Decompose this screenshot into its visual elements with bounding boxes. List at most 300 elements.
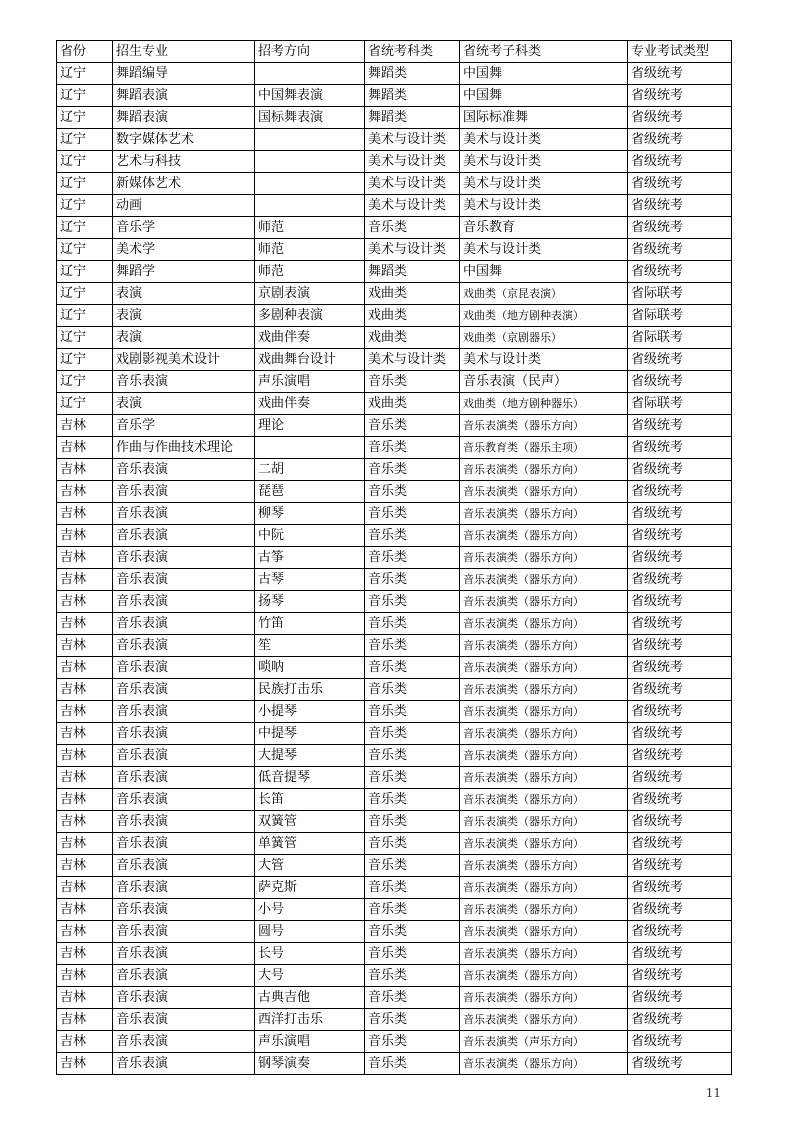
- cell-province: 辽宁: [57, 393, 113, 415]
- cell-major: 音乐表演: [113, 921, 255, 943]
- cell-exam-type: 省级统考: [628, 789, 732, 811]
- cell-exam-type: 省级统考: [628, 811, 732, 833]
- cell-direction: 小号: [255, 899, 365, 921]
- cell-exam-subcategory: 音乐表演类（器乐方向）: [460, 1009, 628, 1031]
- cell-exam-category: 音乐类: [365, 855, 460, 877]
- table-row: [57, 811, 732, 833]
- cell-province: 辽宁: [57, 261, 113, 283]
- cell-province: 吉林: [57, 811, 113, 833]
- table-row: [57, 63, 732, 85]
- cell-major: 音乐表演: [113, 547, 255, 569]
- cell-major: 音乐表演: [113, 855, 255, 877]
- cell-province: 吉林: [57, 1009, 113, 1031]
- cell-province: 吉林: [57, 503, 113, 525]
- cell-major: 音乐表演: [113, 1009, 255, 1031]
- table-row: [57, 679, 732, 701]
- cell-direction: [255, 437, 365, 459]
- cell-major: 音乐表演: [113, 965, 255, 987]
- table-row: [57, 613, 732, 635]
- cell-exam-subcategory: 音乐表演类（器乐方向）: [460, 855, 628, 877]
- cell-exam-category: 音乐类: [365, 701, 460, 723]
- cell-major: 音乐表演: [113, 811, 255, 833]
- table-row: [57, 393, 732, 415]
- cell-exam-subcategory: 美术与设计类: [460, 239, 628, 261]
- cell-exam-category: 戏曲类: [365, 393, 460, 415]
- cell-province: 辽宁: [57, 349, 113, 371]
- cell-exam-subcategory: 音乐表演类（器乐方向）: [460, 811, 628, 833]
- cell-direction: [255, 173, 365, 195]
- table-row: [57, 987, 732, 1009]
- cell-direction: 理论: [255, 415, 365, 437]
- cell-major: 音乐表演: [113, 1053, 255, 1075]
- cell-direction: 声乐演唱: [255, 371, 365, 393]
- cell-major: 动画: [113, 195, 255, 217]
- cell-exam-subcategory: 音乐表演类（器乐方向）: [460, 877, 628, 899]
- cell-exam-category: 美术与设计类: [365, 195, 460, 217]
- cell-province: 吉林: [57, 569, 113, 591]
- cell-exam-category: 音乐类: [365, 1053, 460, 1075]
- cell-major: 音乐表演: [113, 789, 255, 811]
- cell-exam-category: 音乐类: [365, 437, 460, 459]
- cell-exam-subcategory: 音乐表演类（声乐方向）: [460, 1031, 628, 1053]
- cell-province: 吉林: [57, 591, 113, 613]
- cell-major: 表演: [113, 305, 255, 327]
- cell-exam-type: 省级统考: [628, 85, 732, 107]
- cell-exam-subcategory: 音乐教育: [460, 217, 628, 239]
- cell-exam-subcategory: 音乐表演类（器乐方向）: [460, 503, 628, 525]
- table-row: [57, 371, 732, 393]
- cell-exam-type: 省级统考: [628, 899, 732, 921]
- cell-province: 辽宁: [57, 107, 113, 129]
- cell-major: 音乐表演: [113, 635, 255, 657]
- cell-major: 音乐学: [113, 415, 255, 437]
- cell-exam-type: 省级统考: [628, 415, 732, 437]
- cell-exam-type: 省级统考: [628, 987, 732, 1009]
- cell-exam-type: 省级统考: [628, 63, 732, 85]
- cell-province: 吉林: [57, 855, 113, 877]
- cell-major: 戏剧影视美术设计: [113, 349, 255, 371]
- table-row: [57, 723, 732, 745]
- cell-exam-type: 省级统考: [628, 635, 732, 657]
- cell-major: 音乐表演: [113, 701, 255, 723]
- cell-exam-type: 省级统考: [628, 481, 732, 503]
- cell-major: 音乐表演: [113, 371, 255, 393]
- cell-province: 吉林: [57, 921, 113, 943]
- table-row: [57, 701, 732, 723]
- cell-exam-category: 音乐类: [365, 635, 460, 657]
- cell-exam-category: 音乐类: [365, 745, 460, 767]
- cell-direction: 圆号: [255, 921, 365, 943]
- table-row: [57, 943, 732, 965]
- cell-direction: 单簧管: [255, 833, 365, 855]
- cell-exam-category: 音乐类: [365, 415, 460, 437]
- table-row: [57, 591, 732, 613]
- cell-direction: 扬琴: [255, 591, 365, 613]
- cell-direction: 琵琶: [255, 481, 365, 503]
- cell-exam-type: 省级统考: [628, 877, 732, 899]
- cell-exam-category: 音乐类: [365, 921, 460, 943]
- cell-exam-category: 戏曲类: [365, 327, 460, 349]
- cell-exam-type: 省级统考: [628, 1053, 732, 1075]
- cell-province: 辽宁: [57, 217, 113, 239]
- cell-exam-type: 省级统考: [628, 1031, 732, 1053]
- cell-province: 辽宁: [57, 151, 113, 173]
- table-row: [57, 107, 732, 129]
- cell-direction: 古琴: [255, 569, 365, 591]
- table-row: [57, 1031, 732, 1053]
- cell-direction: 笙: [255, 635, 365, 657]
- cell-exam-subcategory: 音乐教育类（器乐主项）: [460, 437, 628, 459]
- cell-exam-type: 省级统考: [628, 107, 732, 129]
- cell-exam-subcategory: 音乐表演类（器乐方向）: [460, 701, 628, 723]
- cell-province: 辽宁: [57, 283, 113, 305]
- cell-direction: 多剧种表演: [255, 305, 365, 327]
- cell-exam-category: 音乐类: [365, 1009, 460, 1031]
- cell-exam-category: 音乐类: [365, 591, 460, 613]
- cell-province: 吉林: [57, 723, 113, 745]
- table-row: [57, 855, 732, 877]
- cell-province: 吉林: [57, 1031, 113, 1053]
- cell-direction: 京剧表演: [255, 283, 365, 305]
- cell-exam-category: 音乐类: [365, 723, 460, 745]
- cell-exam-category: 音乐类: [365, 965, 460, 987]
- table-row: [57, 503, 732, 525]
- cell-exam-subcategory: 音乐表演类（器乐方向）: [460, 943, 628, 965]
- cell-major: 舞蹈学: [113, 261, 255, 283]
- cell-exam-type: 省级统考: [628, 679, 732, 701]
- cell-major: 音乐表演: [113, 723, 255, 745]
- header-major: 招生专业: [113, 41, 255, 63]
- table-row: [57, 217, 732, 239]
- cell-exam-subcategory: 音乐表演类（器乐方向）: [460, 965, 628, 987]
- table-row: [57, 305, 732, 327]
- cell-exam-subcategory: 国际标准舞: [460, 107, 628, 129]
- cell-exam-category: 戏曲类: [365, 283, 460, 305]
- cell-exam-type: 省级统考: [628, 503, 732, 525]
- cell-exam-subcategory: 音乐表演类（器乐方向）: [460, 591, 628, 613]
- cell-major: 作曲与作曲技术理论: [113, 437, 255, 459]
- cell-exam-subcategory: 中国舞: [460, 63, 628, 85]
- cell-exam-subcategory: 音乐表演类（器乐方向）: [460, 789, 628, 811]
- cell-exam-category: 音乐类: [365, 613, 460, 635]
- cell-exam-type: 省际联考: [628, 393, 732, 415]
- cell-major: 美术学: [113, 239, 255, 261]
- cell-exam-subcategory: 音乐表演类（器乐方向）: [460, 613, 628, 635]
- table-row: [57, 129, 732, 151]
- cell-major: 数字媒体艺术: [113, 129, 255, 151]
- cell-exam-subcategory: 音乐表演类（器乐方向）: [460, 569, 628, 591]
- cell-exam-type: 省级统考: [628, 767, 732, 789]
- cell-exam-category: 音乐类: [365, 503, 460, 525]
- table-body: [57, 63, 732, 1075]
- cell-province: 辽宁: [57, 63, 113, 85]
- cell-major: 音乐表演: [113, 481, 255, 503]
- cell-major: 音乐表演: [113, 833, 255, 855]
- cell-province: 吉林: [57, 899, 113, 921]
- table-row: [57, 965, 732, 987]
- cell-direction: 师范: [255, 261, 365, 283]
- cell-exam-type: 省际联考: [628, 327, 732, 349]
- cell-exam-subcategory: 音乐表演类（器乐方向）: [460, 415, 628, 437]
- cell-direction: 戏曲伴奏: [255, 327, 365, 349]
- cell-exam-type: 省级统考: [628, 151, 732, 173]
- cell-province: 吉林: [57, 987, 113, 1009]
- cell-province: 吉林: [57, 657, 113, 679]
- cell-direction: 长号: [255, 943, 365, 965]
- cell-major: 舞蹈表演: [113, 107, 255, 129]
- cell-direction: 二胡: [255, 459, 365, 481]
- cell-exam-subcategory: 音乐表演类（器乐方向）: [460, 987, 628, 1009]
- cell-province: 辽宁: [57, 173, 113, 195]
- table-row: [57, 151, 732, 173]
- cell-province: 辽宁: [57, 85, 113, 107]
- cell-exam-category: 音乐类: [365, 789, 460, 811]
- cell-exam-subcategory: 音乐表演类（器乐方向）: [460, 547, 628, 569]
- cell-exam-type: 省级统考: [628, 965, 732, 987]
- cell-exam-type: 省级统考: [628, 239, 732, 261]
- cell-exam-category: 美术与设计类: [365, 239, 460, 261]
- cell-major: 音乐表演: [113, 899, 255, 921]
- table-row: [57, 437, 732, 459]
- cell-exam-type: 省级统考: [628, 591, 732, 613]
- cell-province: 吉林: [57, 701, 113, 723]
- header-province: 省份: [57, 41, 113, 63]
- table-row: [57, 789, 732, 811]
- cell-exam-category: 美术与设计类: [365, 151, 460, 173]
- cell-province: 辽宁: [57, 371, 113, 393]
- cell-exam-subcategory: 美术与设计类: [460, 195, 628, 217]
- table-row: [57, 261, 732, 283]
- cell-major: 音乐表演: [113, 987, 255, 1009]
- cell-major: 音乐表演: [113, 679, 255, 701]
- cell-exam-type: 省际联考: [628, 283, 732, 305]
- cell-major: 音乐表演: [113, 503, 255, 525]
- cell-province: 辽宁: [57, 239, 113, 261]
- cell-exam-type: 省级统考: [628, 371, 732, 393]
- cell-major: 音乐表演: [113, 767, 255, 789]
- table-row: [57, 547, 732, 569]
- cell-province: 吉林: [57, 415, 113, 437]
- cell-exam-subcategory: 戏曲类（京剧器乐）: [460, 327, 628, 349]
- cell-major: 舞蹈编导: [113, 63, 255, 85]
- cell-exam-category: 舞蹈类: [365, 85, 460, 107]
- cell-major: 音乐表演: [113, 459, 255, 481]
- cell-exam-type: 省级统考: [628, 701, 732, 723]
- cell-province: 吉林: [57, 745, 113, 767]
- cell-exam-category: 音乐类: [365, 569, 460, 591]
- cell-exam-subcategory: 音乐表演类（器乐方向）: [460, 525, 628, 547]
- table-row: [57, 745, 732, 767]
- cell-direction: 低音提琴: [255, 767, 365, 789]
- cell-exam-subcategory: 美术与设计类: [460, 349, 628, 371]
- cell-direction: 唢呐: [255, 657, 365, 679]
- cell-major: 表演: [113, 393, 255, 415]
- cell-direction: [255, 129, 365, 151]
- cell-province: 吉林: [57, 833, 113, 855]
- cell-exam-subcategory: 美术与设计类: [460, 129, 628, 151]
- cell-exam-subcategory: 音乐表演类（器乐方向）: [460, 921, 628, 943]
- cell-exam-type: 省级统考: [628, 261, 732, 283]
- cell-exam-category: 音乐类: [365, 459, 460, 481]
- cell-major: 音乐表演: [113, 613, 255, 635]
- table-row: [57, 1053, 732, 1075]
- cell-direction: 长笛: [255, 789, 365, 811]
- cell-exam-category: 戏曲类: [365, 305, 460, 327]
- table-row: [57, 327, 732, 349]
- cell-exam-type: 省级统考: [628, 459, 732, 481]
- cell-province: 吉林: [57, 635, 113, 657]
- table-row: [57, 899, 732, 921]
- cell-province: 辽宁: [57, 195, 113, 217]
- cell-exam-subcategory: 戏曲类（地方剧种器乐）: [460, 393, 628, 415]
- cell-major: 音乐表演: [113, 657, 255, 679]
- cell-direction: 戏曲舞台设计: [255, 349, 365, 371]
- cell-exam-category: 音乐类: [365, 833, 460, 855]
- cell-province: 吉林: [57, 789, 113, 811]
- cell-exam-category: 音乐类: [365, 1031, 460, 1053]
- cell-major: 音乐表演: [113, 591, 255, 613]
- cell-province: 吉林: [57, 613, 113, 635]
- cell-major: 音乐表演: [113, 569, 255, 591]
- table-row: [57, 459, 732, 481]
- table-row: [57, 1009, 732, 1031]
- admission-table: [56, 40, 732, 1075]
- table-row: [57, 833, 732, 855]
- cell-exam-subcategory: 音乐表演类（器乐方向）: [460, 679, 628, 701]
- cell-direction: 戏曲伴奏: [255, 393, 365, 415]
- cell-major: 音乐表演: [113, 745, 255, 767]
- admission-table-container: [56, 40, 731, 1075]
- cell-province: 吉林: [57, 481, 113, 503]
- cell-exam-category: 音乐类: [365, 943, 460, 965]
- cell-exam-category: 美术与设计类: [365, 129, 460, 151]
- table-header-row: [57, 41, 732, 63]
- cell-exam-category: 音乐类: [365, 899, 460, 921]
- cell-direction: 柳琴: [255, 503, 365, 525]
- table-row: [57, 525, 732, 547]
- cell-exam-category: 音乐类: [365, 679, 460, 701]
- header-exam-type: 专业考试类型: [628, 41, 732, 63]
- cell-province: 吉林: [57, 1053, 113, 1075]
- cell-exam-type: 省级统考: [628, 921, 732, 943]
- cell-major: 表演: [113, 327, 255, 349]
- cell-exam-type: 省级统考: [628, 349, 732, 371]
- cell-exam-type: 省级统考: [628, 833, 732, 855]
- cell-exam-category: 美术与设计类: [365, 173, 460, 195]
- table-row: [57, 173, 732, 195]
- header-exam-category: 省统考科类: [365, 41, 460, 63]
- cell-exam-subcategory: 音乐表演类（器乐方向）: [460, 767, 628, 789]
- cell-exam-category: 音乐类: [365, 657, 460, 679]
- table-row: [57, 635, 732, 657]
- table-row: [57, 569, 732, 591]
- cell-major: 表演: [113, 283, 255, 305]
- cell-exam-type: 省级统考: [628, 657, 732, 679]
- cell-exam-type: 省级统考: [628, 217, 732, 239]
- table-row: [57, 85, 732, 107]
- cell-exam-subcategory: 美术与设计类: [460, 151, 628, 173]
- cell-exam-category: 音乐类: [365, 811, 460, 833]
- cell-province: 辽宁: [57, 129, 113, 151]
- cell-direction: 竹笛: [255, 613, 365, 635]
- cell-exam-subcategory: 音乐表演类（器乐方向）: [460, 1053, 628, 1075]
- cell-major: 艺术与科技: [113, 151, 255, 173]
- cell-direction: 师范: [255, 239, 365, 261]
- cell-direction: 西洋打击乐: [255, 1009, 365, 1031]
- cell-exam-subcategory: 美术与设计类: [460, 173, 628, 195]
- cell-exam-category: 音乐类: [365, 481, 460, 503]
- cell-exam-category: 音乐类: [365, 877, 460, 899]
- cell-exam-subcategory: 音乐表演类（器乐方向）: [460, 833, 628, 855]
- cell-exam-type: 省级统考: [628, 173, 732, 195]
- cell-exam-subcategory: 音乐表演（民声）: [460, 371, 628, 393]
- cell-exam-type: 省级统考: [628, 129, 732, 151]
- cell-province: 吉林: [57, 679, 113, 701]
- cell-major: 舞蹈表演: [113, 85, 255, 107]
- cell-direction: 古典吉他: [255, 987, 365, 1009]
- table-row: [57, 657, 732, 679]
- table-row: [57, 195, 732, 217]
- cell-exam-category: 美术与设计类: [365, 349, 460, 371]
- cell-province: 吉林: [57, 965, 113, 987]
- cell-province: 辽宁: [57, 305, 113, 327]
- cell-exam-subcategory: 音乐表演类（器乐方向）: [460, 899, 628, 921]
- page-number: 11: [705, 1086, 721, 1100]
- cell-direction: 双簧管: [255, 811, 365, 833]
- cell-direction: 中提琴: [255, 723, 365, 745]
- cell-province: 吉林: [57, 525, 113, 547]
- cell-exam-category: 音乐类: [365, 987, 460, 1009]
- cell-exam-type: 省际联考: [628, 305, 732, 327]
- header-exam-subcategory: 省统考子科类: [460, 41, 628, 63]
- cell-exam-category: 音乐类: [365, 217, 460, 239]
- cell-exam-category: 舞蹈类: [365, 63, 460, 85]
- cell-major: 音乐表演: [113, 943, 255, 965]
- cell-direction: 中阮: [255, 525, 365, 547]
- cell-exam-type: 省级统考: [628, 569, 732, 591]
- cell-direction: [255, 195, 365, 217]
- cell-direction: 民族打击乐: [255, 679, 365, 701]
- cell-direction: 中国舞表演: [255, 85, 365, 107]
- cell-exam-subcategory: 音乐表演类（器乐方向）: [460, 481, 628, 503]
- cell-exam-type: 省级统考: [628, 943, 732, 965]
- cell-exam-category: 音乐类: [365, 525, 460, 547]
- cell-major: 音乐学: [113, 217, 255, 239]
- cell-exam-subcategory: 音乐表演类（器乐方向）: [460, 723, 628, 745]
- cell-province: 吉林: [57, 547, 113, 569]
- cell-major: 音乐表演: [113, 525, 255, 547]
- table-row: [57, 415, 732, 437]
- cell-exam-subcategory: 戏曲类（京昆表演）: [460, 283, 628, 305]
- cell-province: 吉林: [57, 767, 113, 789]
- cell-direction: 古筝: [255, 547, 365, 569]
- cell-direction: 大管: [255, 855, 365, 877]
- cell-direction: [255, 63, 365, 85]
- cell-exam-type: 省级统考: [628, 547, 732, 569]
- cell-exam-subcategory: 音乐表演类（器乐方向）: [460, 459, 628, 481]
- cell-major: 新媒体艺术: [113, 173, 255, 195]
- table-row: [57, 481, 732, 503]
- cell-direction: 大提琴: [255, 745, 365, 767]
- cell-major: 音乐表演: [113, 1031, 255, 1053]
- cell-direction: [255, 151, 365, 173]
- cell-direction: 师范: [255, 217, 365, 239]
- cell-province: 辽宁: [57, 327, 113, 349]
- cell-exam-subcategory: 音乐表演类（器乐方向）: [460, 635, 628, 657]
- table-row: [57, 767, 732, 789]
- cell-province: 吉林: [57, 943, 113, 965]
- cell-exam-subcategory: 音乐表演类（器乐方向）: [460, 657, 628, 679]
